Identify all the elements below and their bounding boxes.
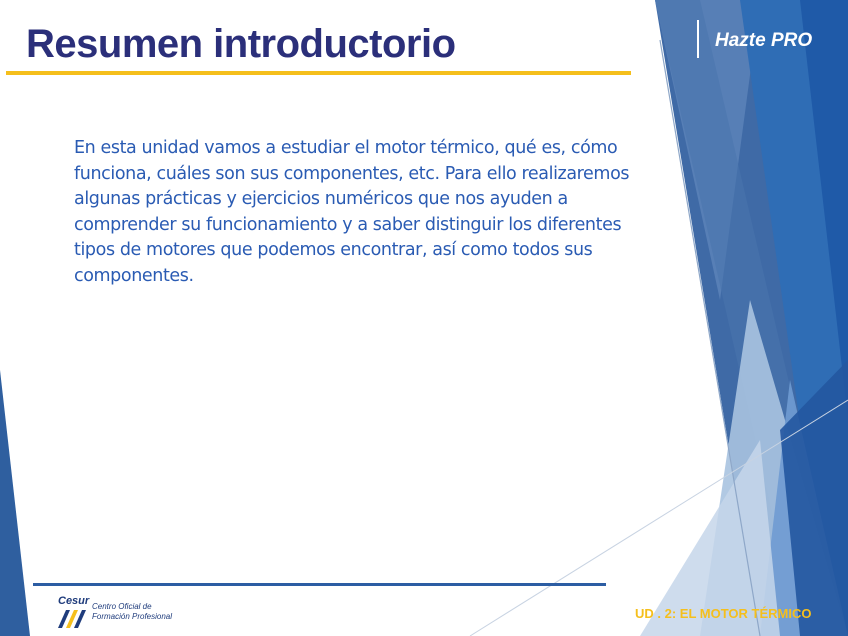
logo-caption-line2: Formación Profesional bbox=[92, 612, 173, 621]
intro-paragraph: En esta unidad vamos a estudiar el motor térmico, qué es, cómo funciona, cuáles son sus componentes, etc. Para ello realizaremos algunas prácticas y ejercicios numéricos que nos ayuden a comprender su funcionamiento y a saber distinguir los diferentes tipos de motores que podemos encontrar, así como todos sus componentes. bbox=[74, 138, 630, 286]
title-underline bbox=[6, 71, 631, 75]
brand-label: Hazte PRO bbox=[715, 30, 813, 51]
footer-divider bbox=[33, 583, 606, 586]
slide-title: Resumen introductorio bbox=[26, 22, 456, 66]
cesur-logo-name: Cesur bbox=[58, 595, 90, 607]
unit-label: UD . 2: EL MOTOR TÉRMICO bbox=[635, 606, 812, 621]
logo-caption-line1: Centro Oficial de bbox=[92, 602, 152, 611]
cesur-logo bbox=[56, 594, 191, 630]
brand-separator bbox=[697, 20, 699, 58]
